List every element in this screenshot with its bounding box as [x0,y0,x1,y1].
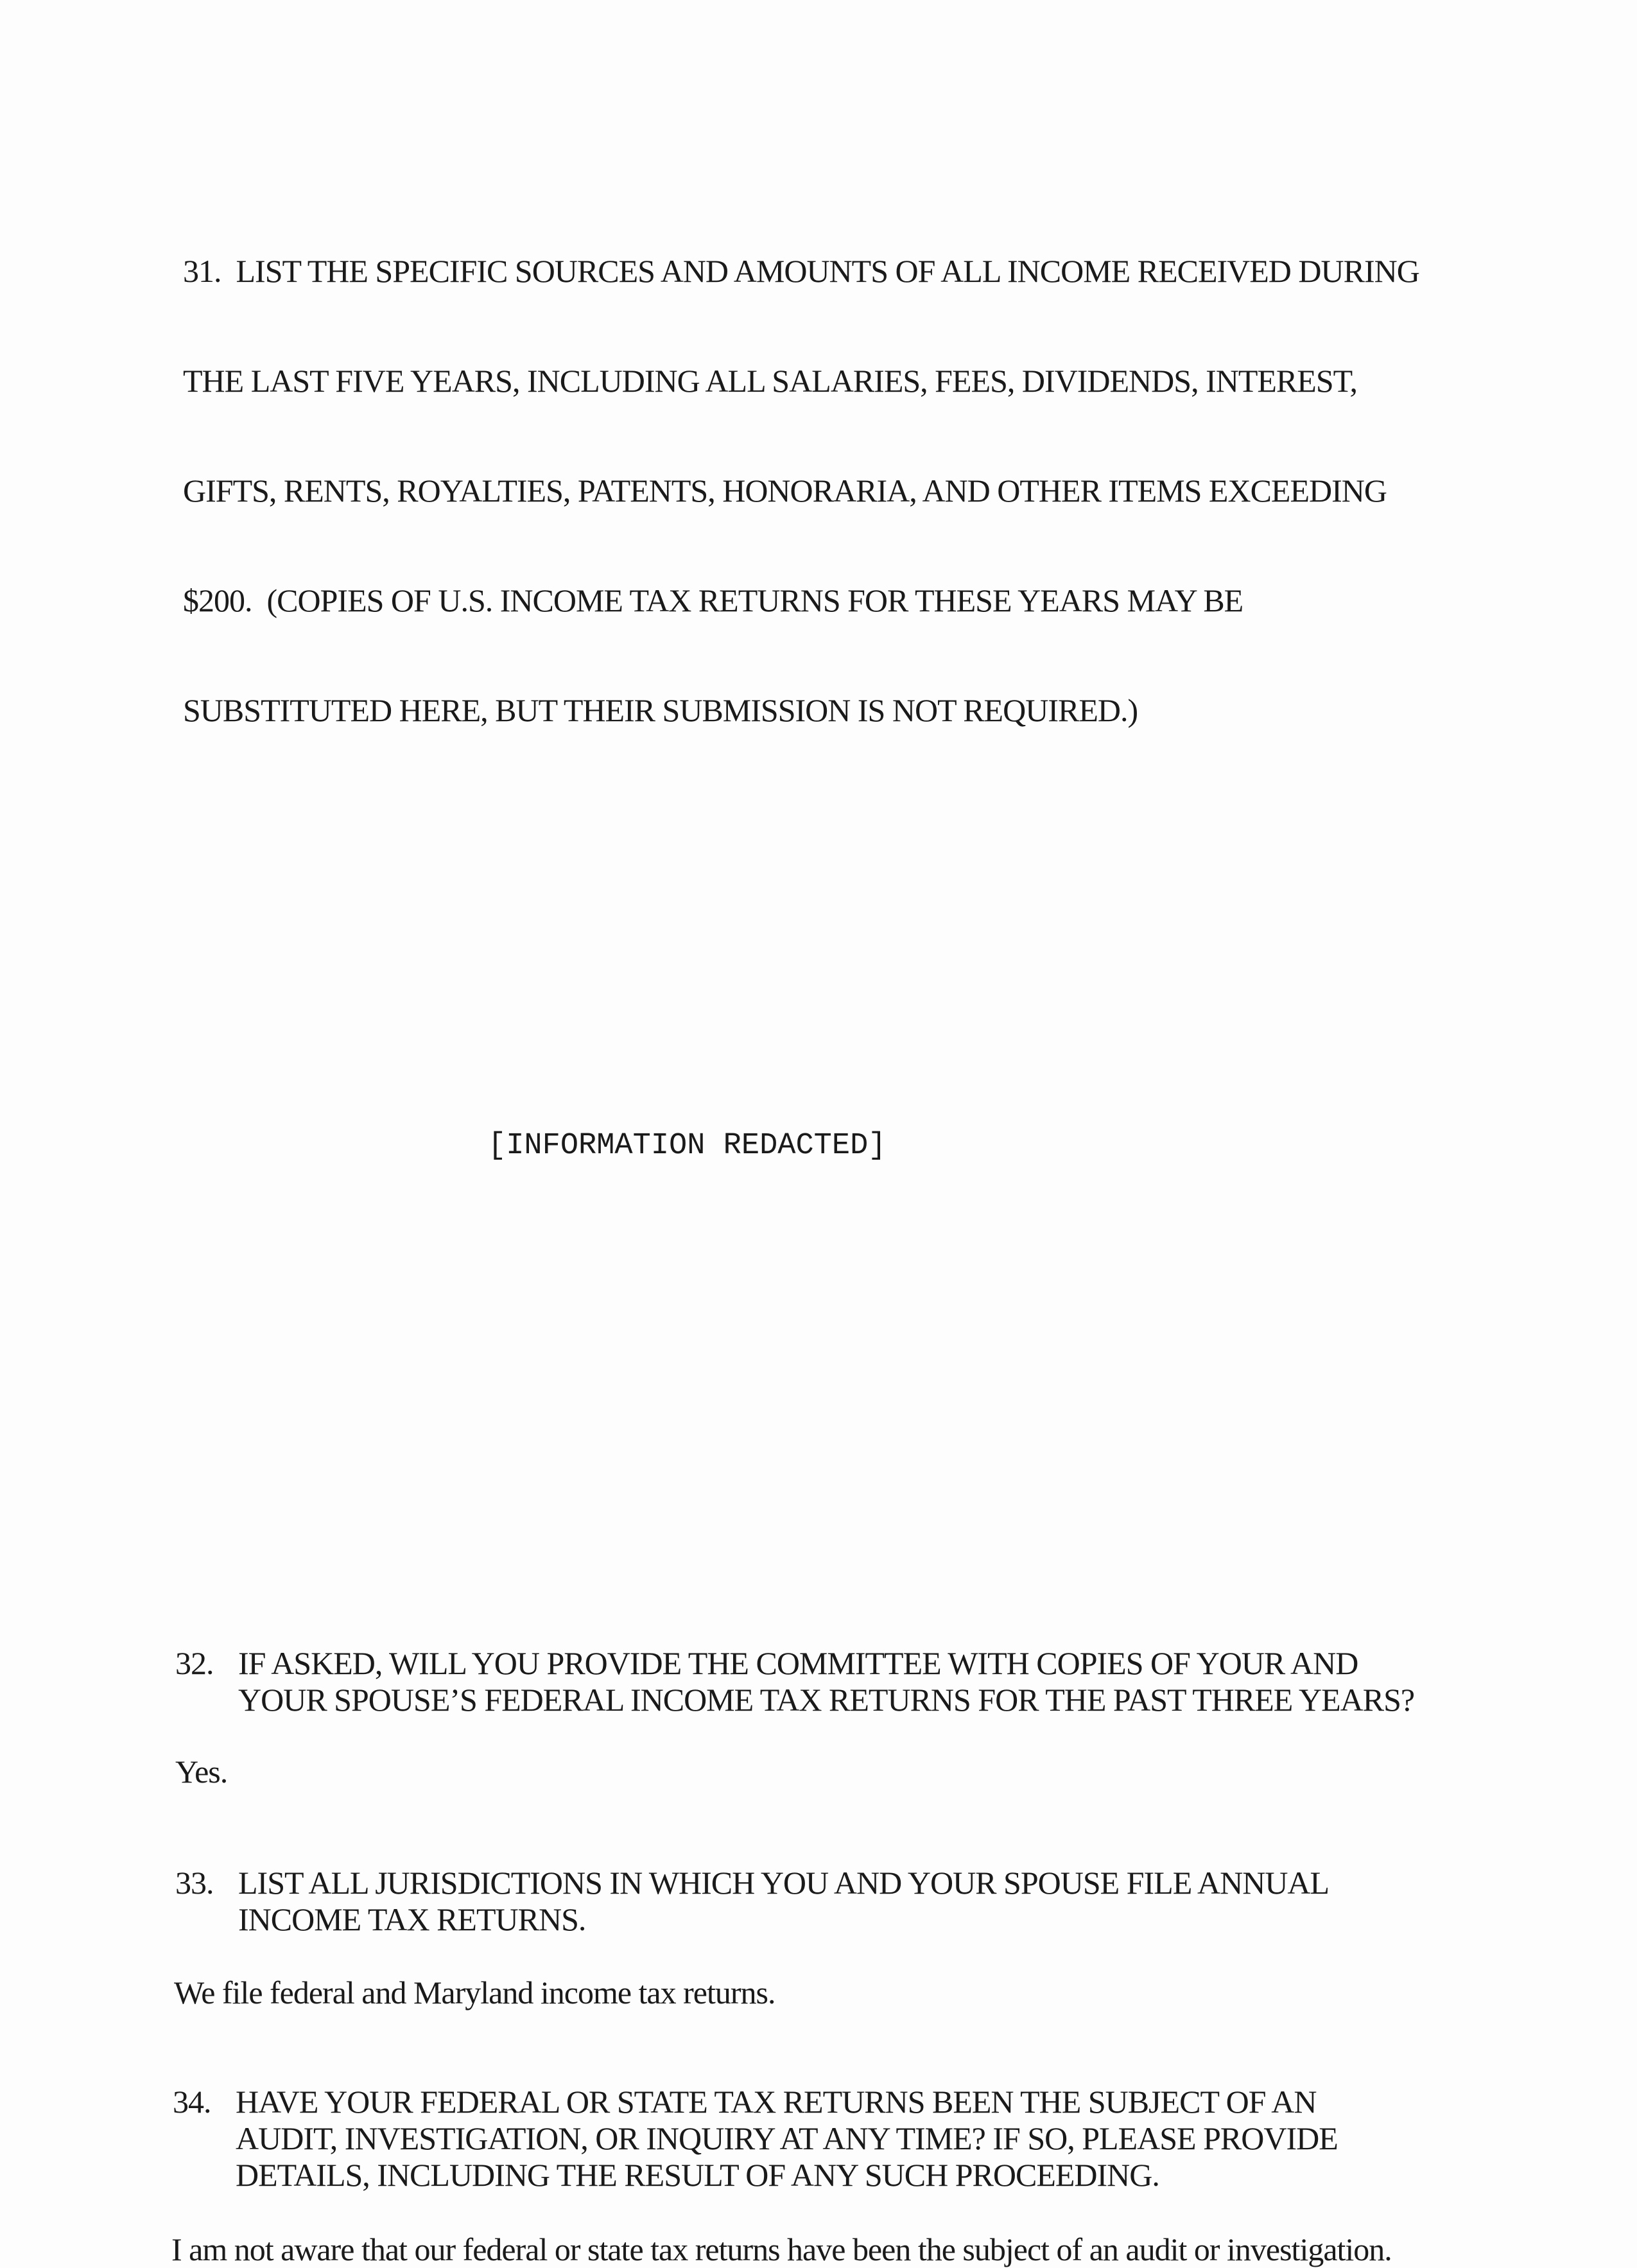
question-line: INCOME TAX RETURNS. [238,1901,586,1937]
answer-33: We file federal and Maryland income tax returns. [174,1975,775,2011]
question-number: 34. [173,2084,211,2120]
question-line: AUDIT, INVESTIGATION, OR INQUIRY AT ANY TIME? IF SO, PLEASE PROVIDE [236,2120,1338,2156]
question-line: DETAILS, INCLUDING THE RESULT OF ANY SUCH PROCEEDING. [236,2157,1159,2193]
question-number: 32. [175,1645,214,1681]
question-31 [171,180,1616,802]
answer-32: Yes. [175,1754,228,1790]
document-body [171,180,1616,2268]
question-line: HAVE YOUR FEDERAL OR STATE TAX RETURNS BEEN THE SUBJECT OF AN [236,2084,1317,2120]
question-line: LIST ALL JURISDICTIONS IN WHICH YOU AND YOUR SPOUSE FILE ANNUAL [238,1865,1330,1901]
question-line: THE LAST FIVE YEARS, INCLUDING ALL SALARIES, FEES, DIVIDENDS, INTEREST, [183,363,1357,399]
question-number: 33. [175,1865,214,1901]
question-line: SUBSTITUTED HERE, BUT THEIR SUBMISSION IS NOT REQUIRED.) [183,692,1138,728]
answer-34: I am not aware that our federal or state tax returns have been the subject of an audit or investigation. [171,2231,1392,2267]
redacted-notice: [INFORMATION REDACTED] [488,1129,887,1163]
question-line: GIFTS, RENTS, ROYALTIES, PATENTS, HONORARIA, AND OTHER ITEMS EXCEEDING [183,473,1387,509]
question-line: 31. LIST THE SPECIFIC SOURCES AND AMOUNTS OF ALL INCOME RECEIVED DURING [183,253,1419,289]
question-line: $200. (COPIES OF U.S. INCOME TAX RETURNS FOR THESE YEARS MAY BE [183,582,1243,618]
question-34 [173,2084,1616,2194]
question-line: IF ASKED, WILL YOU PROVIDE THE COMMITTEE WITH COPIES OF YOUR AND [238,1645,1358,1681]
question-line: YOUR SPOUSE’S FEDERAL INCOME TAX RETURNS FOR THE PAST THREE YEARS? [238,1682,1415,1718]
question-32 [175,1645,1616,1718]
question-33 [175,1865,1616,1938]
